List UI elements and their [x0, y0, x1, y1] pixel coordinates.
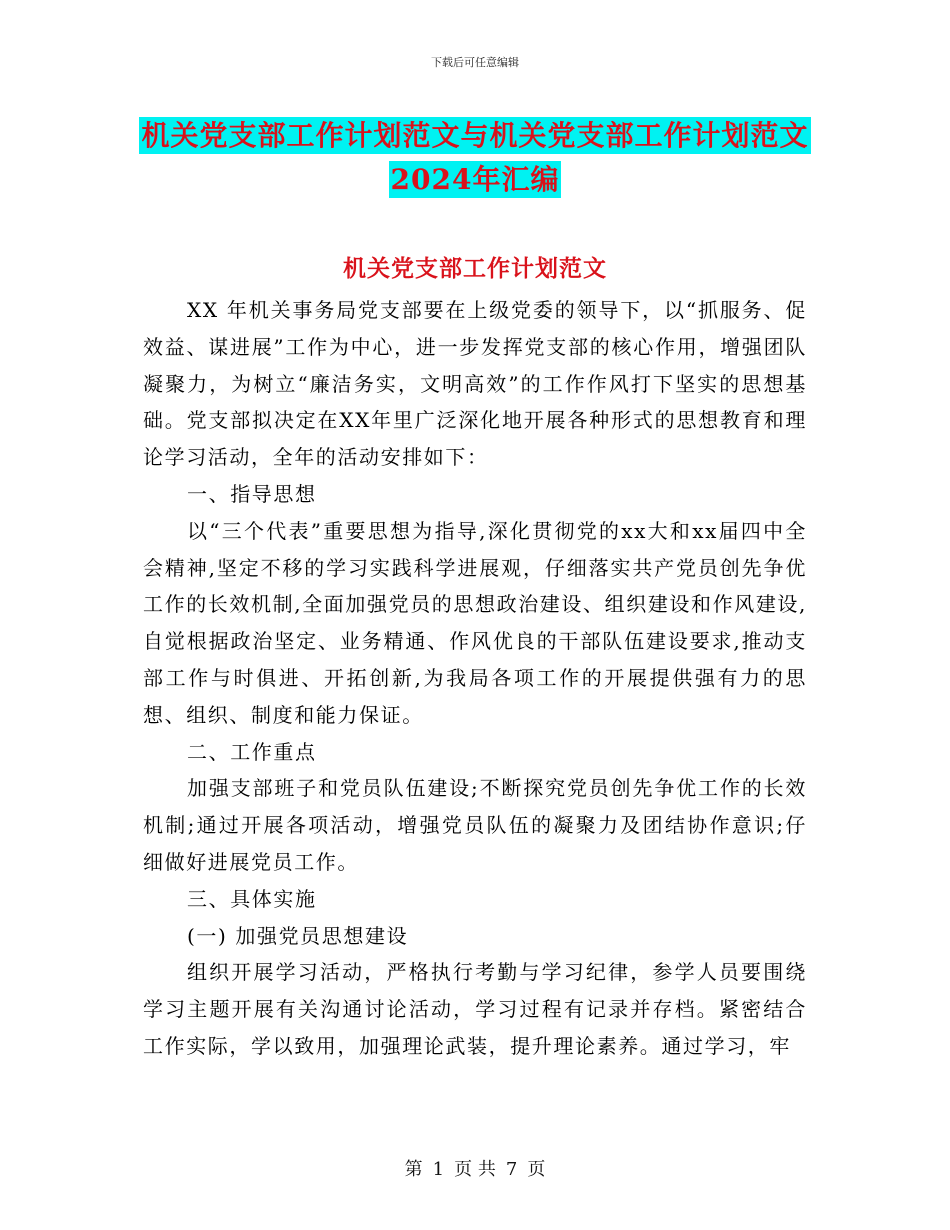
intro-paragraph: XX 年机关事务局党支部要在上级党委的领导下，以“抓服务、促效益、谋进展”工作为中心，进一步发挥党支部的核心作用，增强团队凝聚力，为树立“廉洁务实，文明高效”的工作作风打下坚实的思想基础。党支部拟决定在XX年里广泛深化地开展各种形式的思想教育和理论学习活动，全年的活动安排如下：	[143, 298, 807, 470]
ideological-building-paragraph: 组织开展学习活动，严格执行考勤与学习纪律，参学人员要围绕学习主题开展有关沟通讨论活动，学习过程有记录并存档。紧密结合工作实际，学以致用，加强理论武装，提升理论素养。通过学习，牢	[143, 960, 807, 1058]
heading-work-focus: 二、工作重点	[187, 739, 317, 764]
guiding-thought-paragraph: 以“三个代表”重要思想为指导,深化贯彻党的xx大和xx届四中全会精神,坚定不移的学习实践科学进展观，仔细落实共产党员创先争优工作的长效机制,全面加强党员的思想政治建设、组织建设和作风建设,自觉根据政治坚定、业务精通、作风优良的干部队伍建设要求,推动支部工作与时俱进、开拓创新,为我局各项工作的开展提供强有力的思想、组织、制度和能力保证。	[143, 518, 807, 727]
footer-total-pages: 7	[505, 1159, 518, 1180]
footer-page-number: 1	[432, 1159, 445, 1180]
footer-prefix: 第	[404, 1159, 423, 1180]
title-highlight-1: 机关党支部工作计划范文与机关党支部工作计划范文	[141, 119, 809, 152]
footer-suffix: 页	[527, 1159, 546, 1180]
page-footer	[0, 1155, 950, 1181]
document-title-line-2	[0, 158, 950, 198]
heading-guiding-thought: 一、指导思想	[187, 481, 317, 506]
footer-middle: 页 共	[454, 1159, 496, 1180]
subheading-ideological-building: (一) 加强党员思想建设	[187, 923, 409, 948]
section-subtitle: 机关党支部工作计划范文	[343, 255, 607, 282]
header-note: 下载后可任意编辑	[431, 56, 519, 69]
document-body	[143, 292, 807, 1065]
work-focus-paragraph: 加强支部班子和党员队伍建设;不断探究党员创先争优工作的长效机制;通过开展各项活动，增强党员队伍的凝聚力及团结协作意识;仔细做好进展党员工作。	[143, 776, 807, 874]
document-title-line-1	[0, 114, 950, 154]
heading-implementation: 三、具体实施	[187, 886, 317, 911]
title-highlight-2: 2024年汇编	[390, 163, 560, 196]
